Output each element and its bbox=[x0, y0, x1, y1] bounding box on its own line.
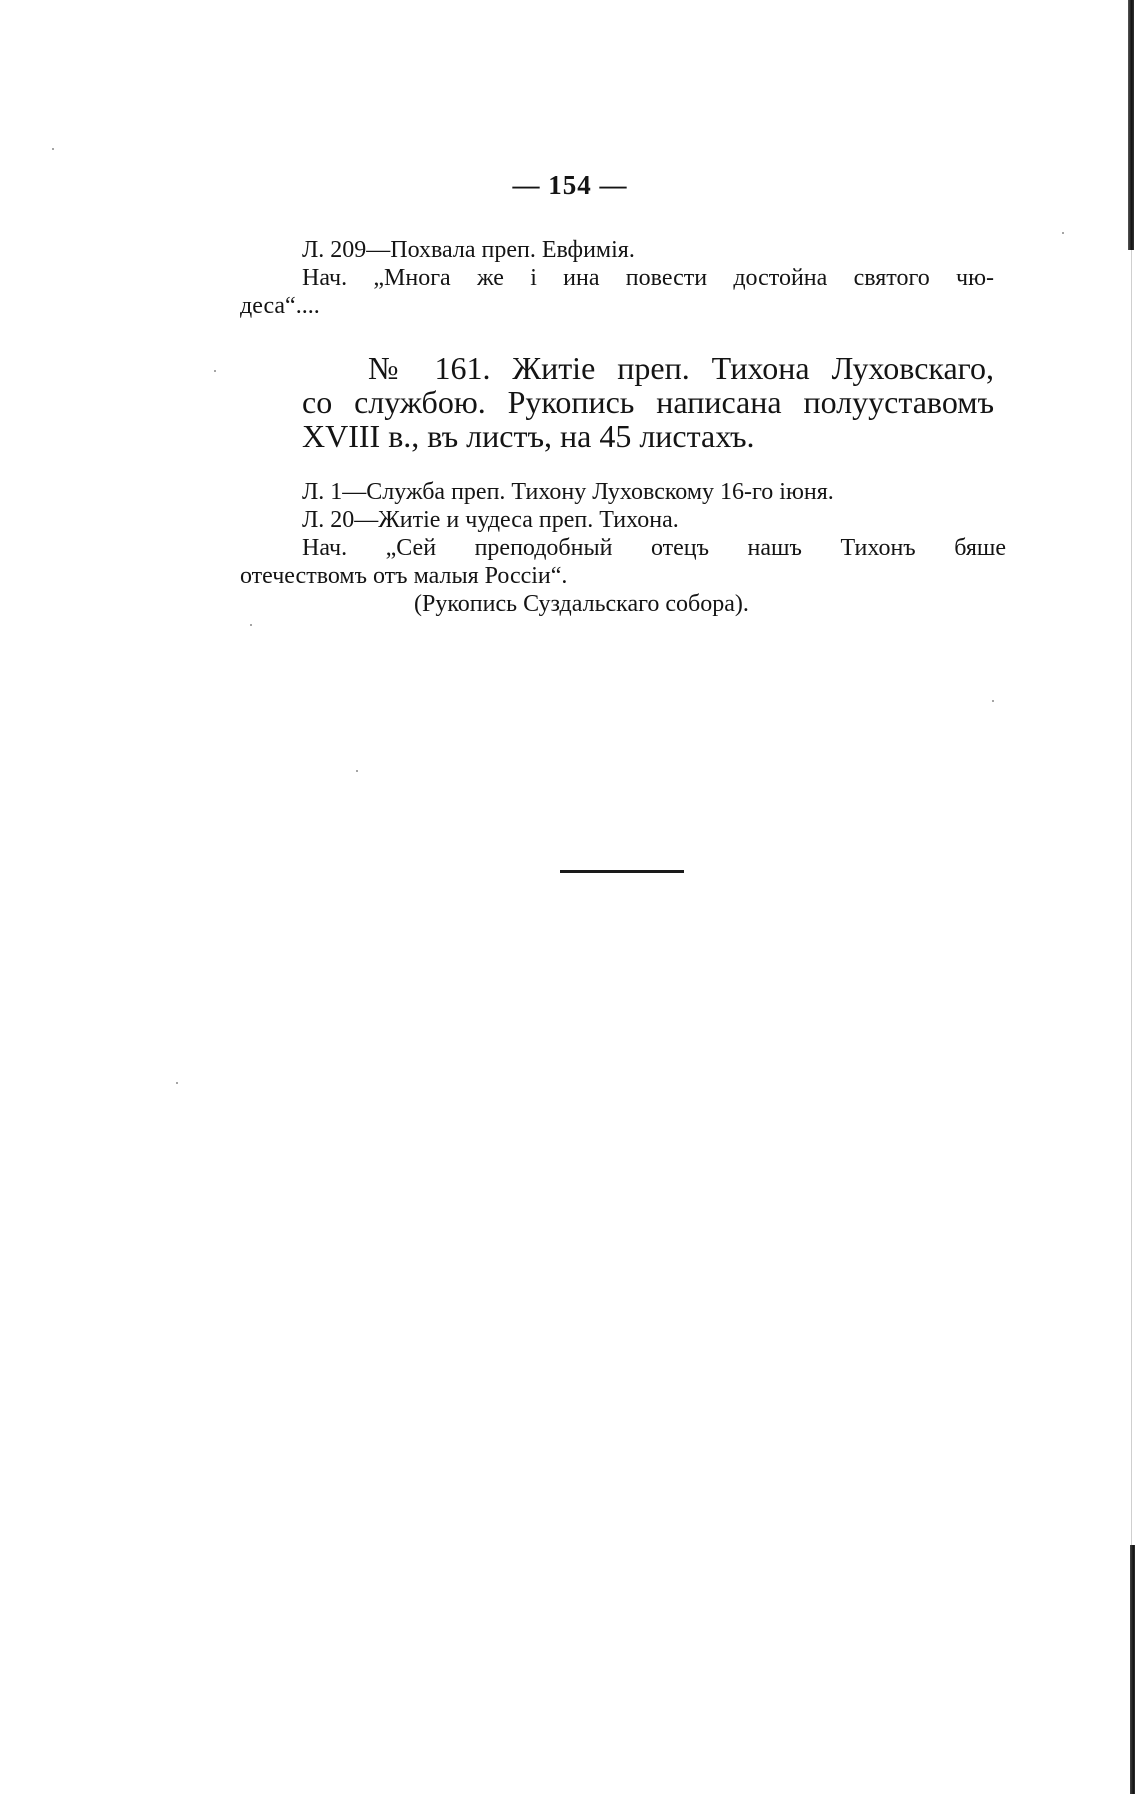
text-line: Нач. „Многа же і ина повести достойна святого чю- bbox=[302, 265, 994, 291]
page-edge-shadow bbox=[1128, 0, 1134, 250]
text-line: деса“.... bbox=[240, 293, 320, 319]
text-line: (Рукопись Суздальскаго собора). bbox=[414, 591, 749, 617]
page-edge-line bbox=[1131, 250, 1132, 1545]
scan-speck bbox=[250, 624, 252, 626]
page-edge-shadow bbox=[1130, 1545, 1135, 1794]
entry-heading-line: XVIII в., въ листъ, на 45 листахъ. bbox=[302, 418, 755, 454]
text-line: Л. 20—Житіе и чудеса преп. Тихона. bbox=[302, 507, 679, 533]
text-line: отечествомъ отъ малыя Россіи“. bbox=[240, 563, 568, 589]
scan-speck bbox=[52, 148, 54, 150]
text-line: Нач. „Сей преподобный отецъ нашъ Тихонъ бяше bbox=[302, 535, 1006, 561]
scan-speck bbox=[176, 1082, 178, 1084]
page-number: — 154 — bbox=[512, 170, 628, 200]
closing-rule bbox=[560, 870, 684, 873]
scan-speck bbox=[992, 700, 994, 702]
text-line: Л. 1—Служба преп. Тихону Луховскому 16-го іюня. bbox=[302, 479, 834, 505]
scan-speck bbox=[1062, 232, 1064, 234]
entry-heading-line: со службою. Рукопись написана полууставомъ bbox=[302, 384, 994, 420]
scan-speck bbox=[214, 370, 216, 372]
text-line: Л. 209—Похвала преп. Евфимія. bbox=[302, 237, 635, 263]
entry-heading-line: № 161. Житіе преп. Тихона Луховскаго, bbox=[368, 350, 994, 386]
scan-speck bbox=[356, 770, 358, 772]
